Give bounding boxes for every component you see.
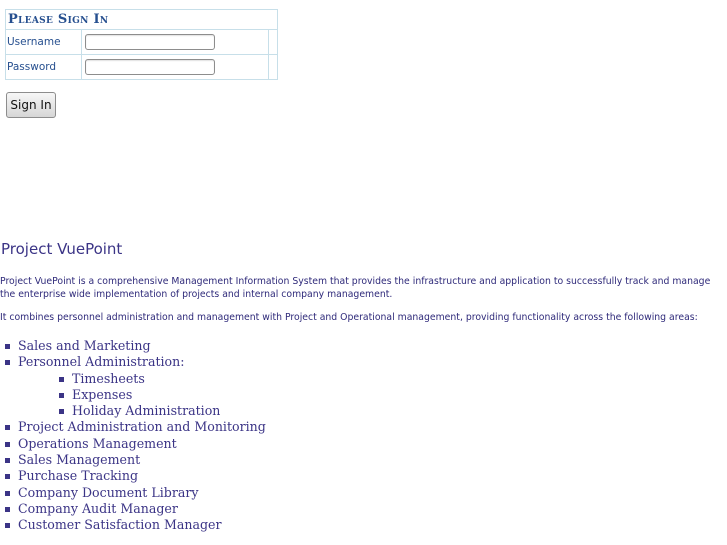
list-item: Purchase Tracking <box>0 468 727 484</box>
sub-list-item: Timesheets <box>54 371 727 387</box>
list-item: Personnel Administration: Timesheets Expenses Holiday Administration <box>0 354 727 419</box>
username-row <box>6 30 278 55</box>
list-item: Operations Management <box>0 436 727 452</box>
signin-title: Please Sign In <box>6 10 278 30</box>
bullet-icon <box>5 474 10 479</box>
bullet-icon <box>5 491 10 496</box>
sub-list-item: Expenses <box>54 387 727 403</box>
list-item: Company Document Library <box>0 485 727 501</box>
list-item: Project Administration and Monitoring <box>0 419 727 435</box>
bullet-icon <box>5 360 10 365</box>
bullet-icon <box>5 523 10 528</box>
bullet-icon <box>5 458 10 463</box>
info-section <box>0 240 727 534</box>
username-input[interactable] <box>85 34 215 50</box>
info-heading: Project VuePoint <box>1 240 123 258</box>
list-item: Sales and Marketing <box>0 338 727 354</box>
personnel-sub-list <box>54 371 727 420</box>
info-paragraph-intro: Project VuePoint is a comprehensive Management Information System that provides the infrastructure and application to successfully track and manage the enterprise wide implementation of projects and internal company management. <box>0 276 711 300</box>
bullet-icon <box>59 409 64 414</box>
list-item: Customer Satisfaction Manager <box>0 517 727 533</box>
bullet-icon <box>5 425 10 430</box>
password-label: Password <box>6 55 82 80</box>
username-label: Username <box>6 30 82 55</box>
signin-form <box>5 9 278 80</box>
info-paragraph-areas: It combines personnel administration and management with Project and Operational management, providing functionality across the following areas: <box>0 312 698 323</box>
sign-in-button[interactable]: Sign In <box>6 92 56 118</box>
list-item: Company Audit Manager <box>0 501 727 517</box>
bullet-icon <box>5 507 10 512</box>
bullet-icon <box>59 393 64 398</box>
bullet-icon <box>59 377 64 382</box>
bullet-icon <box>5 344 10 349</box>
sub-list-item: Holiday Administration <box>54 403 727 419</box>
list-item: Sales Management <box>0 452 727 468</box>
bullet-icon <box>5 442 10 447</box>
password-input[interactable] <box>85 59 215 75</box>
password-row <box>6 55 278 80</box>
feature-list <box>0 338 727 534</box>
